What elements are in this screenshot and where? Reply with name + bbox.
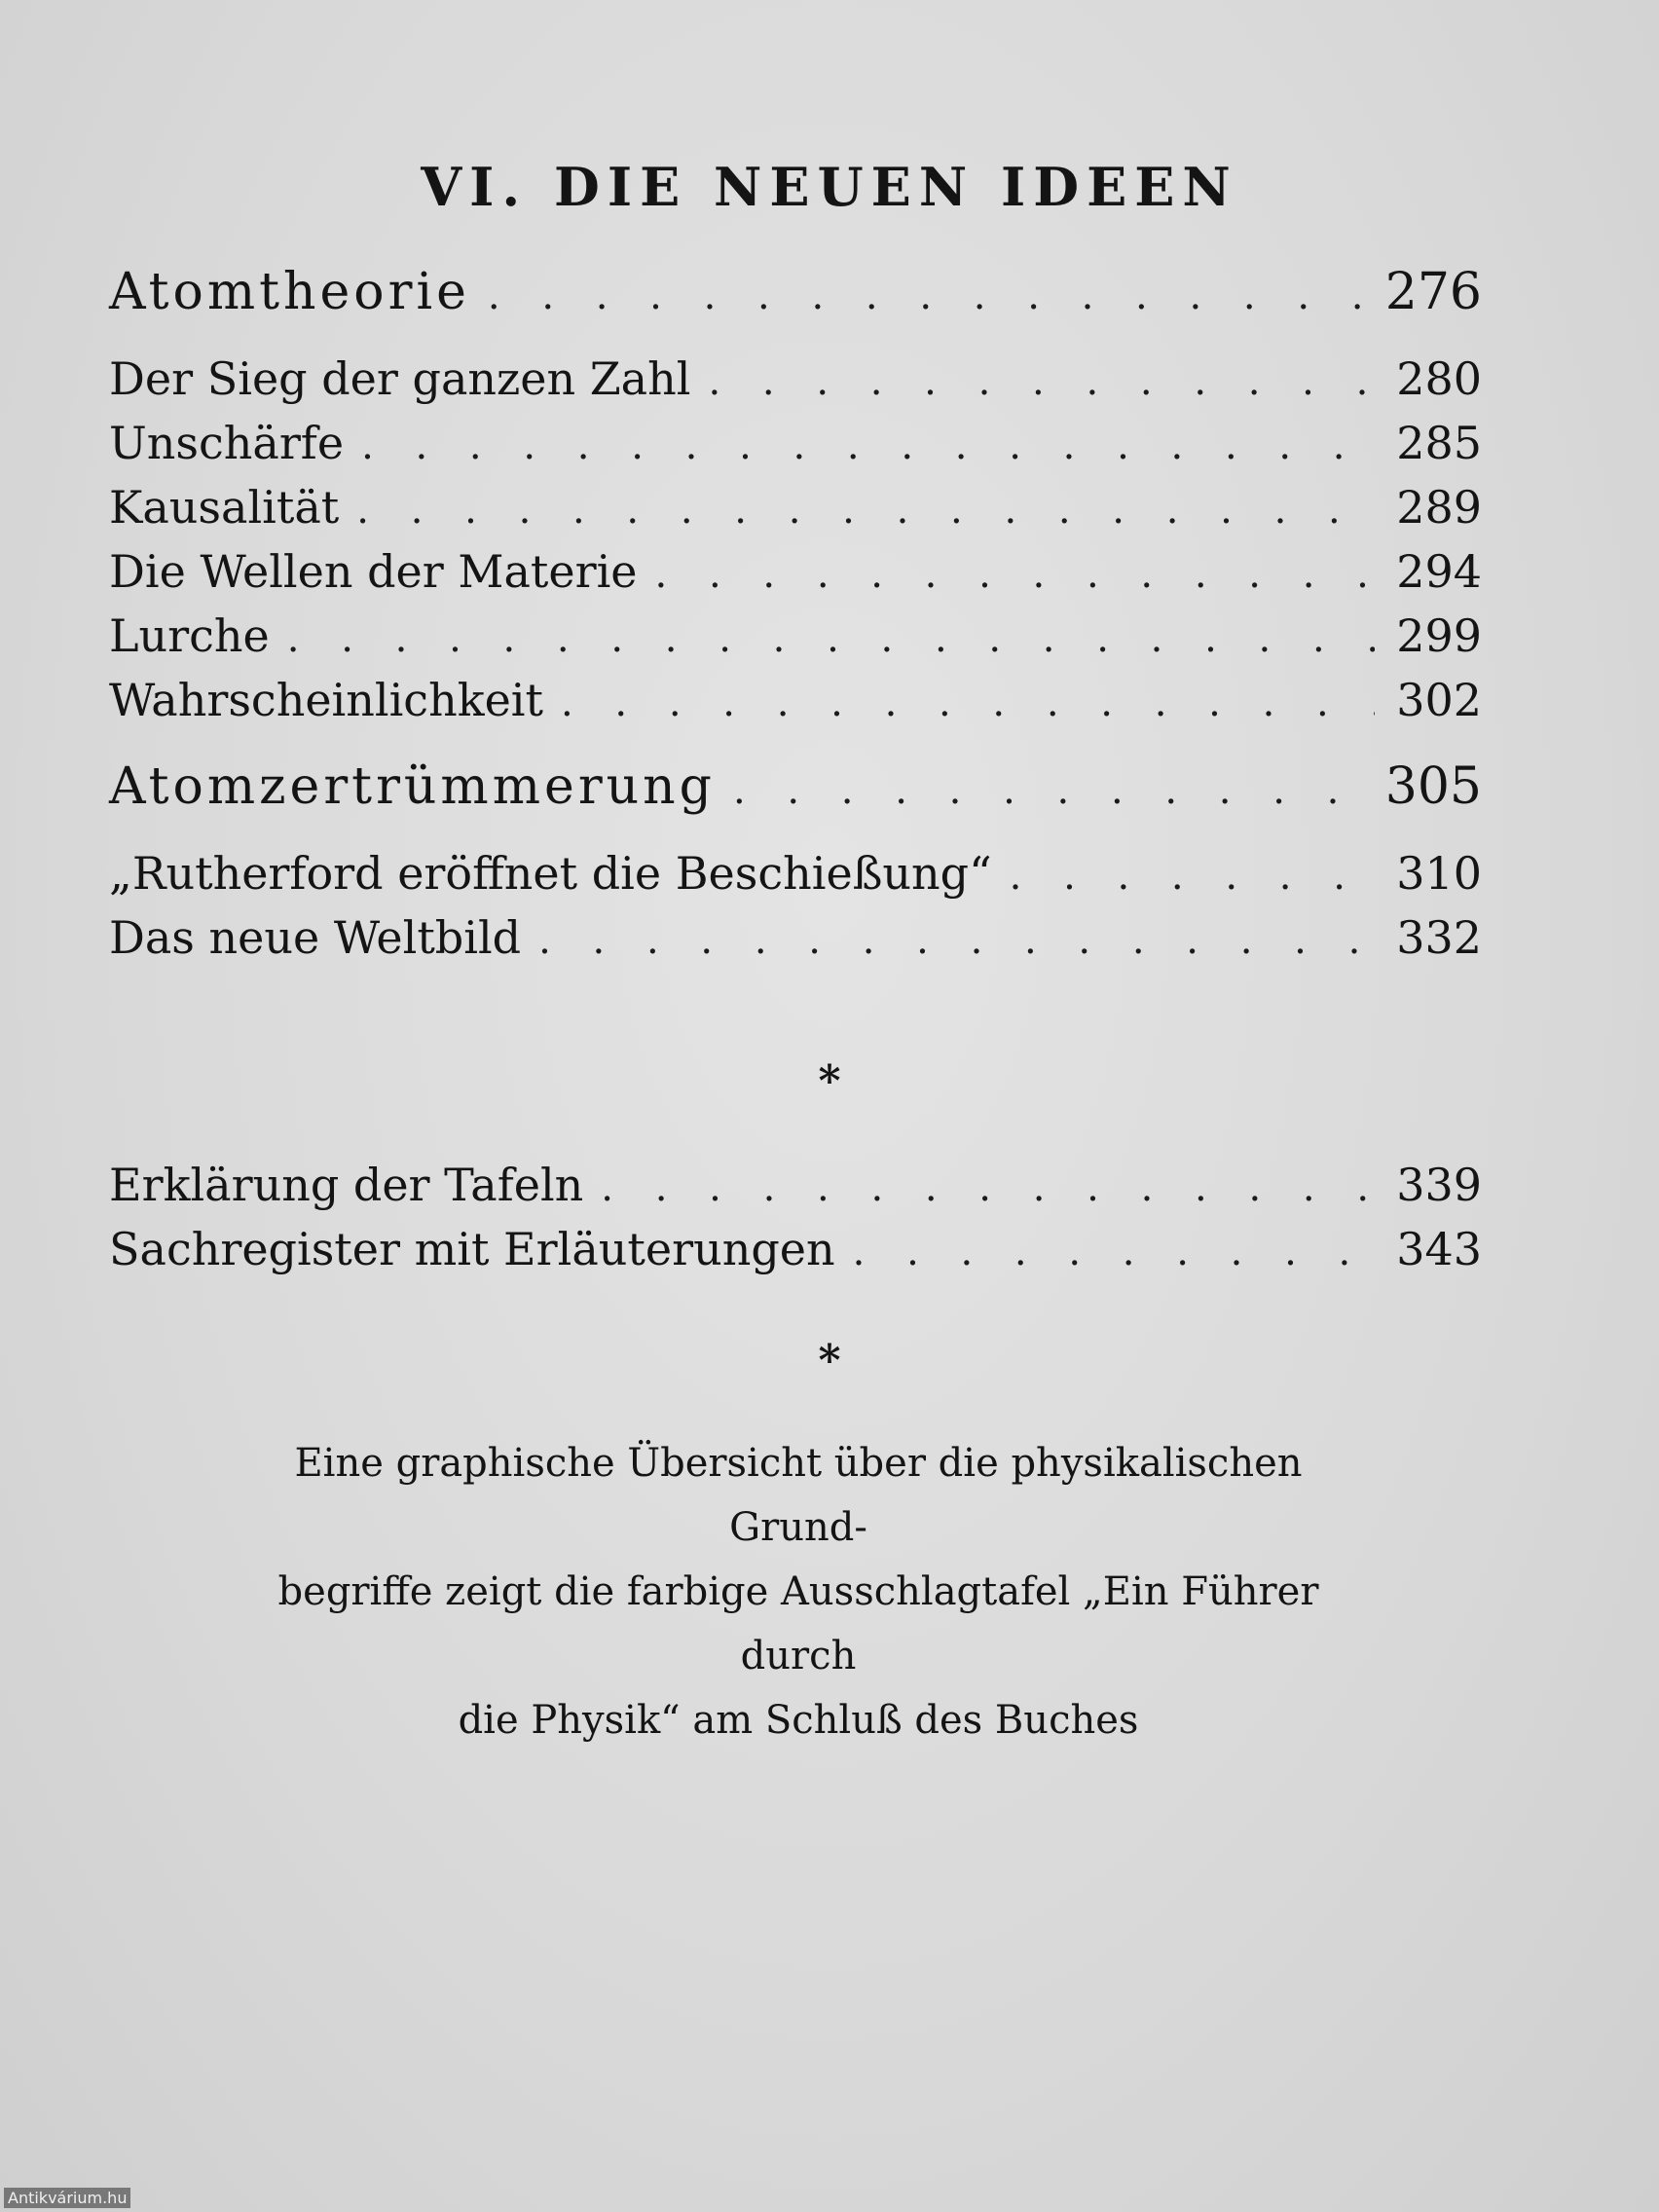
leader-dots [1010, 854, 1375, 899]
toc-page-number: 280 [1396, 352, 1482, 405]
toc-entry [109, 609, 1482, 674]
leader-dots [655, 552, 1375, 597]
footnote-line: Eine graphische Übersicht über die physikalischen Grund- [294, 1441, 1303, 1550]
toc-section-title: Atomzertrümmerung [109, 757, 716, 816]
toc-page-number: 310 [1396, 847, 1482, 900]
toc-page-number: 294 [1396, 545, 1482, 598]
appendix-list [109, 1159, 1482, 1287]
toc-entry [109, 1159, 1482, 1223]
toc-entry-label: Der Sieg der ganzen Zahl [109, 352, 691, 405]
leader-dots [287, 616, 1375, 661]
toc-page-number: 285 [1396, 417, 1482, 469]
toc-entry [109, 545, 1482, 609]
toc-entry-label: Das neue Weltbild [109, 911, 522, 964]
toc-entry-label: Erklärung der Tafeln [109, 1159, 584, 1211]
leader-dots [538, 918, 1375, 963]
leader-dots [853, 1230, 1375, 1274]
toc-entry-label: „Rutherford eröffnet die Beschießung“ [109, 847, 992, 900]
toc-page-number: 302 [1396, 674, 1482, 726]
toc-section-title: Atomtheorie [109, 263, 470, 321]
toc-entry [109, 481, 1482, 545]
toc-page-number: 332 [1396, 911, 1482, 964]
toc-entry-label: Die Wellen der Materie [109, 545, 638, 598]
footnote-line: die Physik“ am Schluß des Buches [458, 1698, 1139, 1743]
toc-page-number: 305 [1384, 757, 1482, 816]
watermark: Antikvárium.hu [4, 2188, 130, 2208]
chapter-heading: VI. DIE NEUEN IDEEN [421, 156, 1238, 218]
leader-dots [601, 1165, 1375, 1210]
toc-entry-label: Wahrscheinlichkeit [109, 674, 543, 726]
leader-dots [733, 768, 1366, 813]
leader-dots [488, 274, 1366, 318]
leader-dots [708, 359, 1375, 404]
leader-dots [361, 424, 1375, 468]
toc-entry [109, 911, 1482, 976]
separator-star: * [818, 1336, 841, 1385]
table-of-contents [109, 263, 1482, 976]
toc-page-number: 343 [1396, 1223, 1482, 1275]
toc-entry-label: Sachregister mit Erläuterungen [109, 1223, 835, 1275]
toc-entry [109, 1223, 1482, 1287]
toc-page-number: 289 [1396, 481, 1482, 534]
toc-entry [109, 674, 1482, 738]
leader-dots [561, 681, 1375, 725]
toc-entry [109, 847, 1482, 911]
footnote-line: begriffe zeigt die farbige Ausschlagtafel „Ein Führer durch [277, 1569, 1319, 1678]
toc-entry [109, 352, 1482, 417]
toc-page-number: 299 [1396, 609, 1482, 662]
footnote [234, 1431, 1363, 1752]
toc-entry-label: Lurche [109, 609, 270, 662]
toc-page-number: 276 [1384, 263, 1482, 321]
toc-entry-label: Unschärfe [109, 417, 345, 469]
toc-section-atomzertruemmerung [109, 757, 1482, 847]
separator-star: * [818, 1056, 841, 1106]
toc-entry [109, 417, 1482, 481]
leader-dots [356, 488, 1375, 533]
toc-page-number: 339 [1396, 1159, 1482, 1211]
toc-entry-label: Kausalität [109, 481, 340, 534]
toc-section-atomtheorie [109, 263, 1482, 352]
